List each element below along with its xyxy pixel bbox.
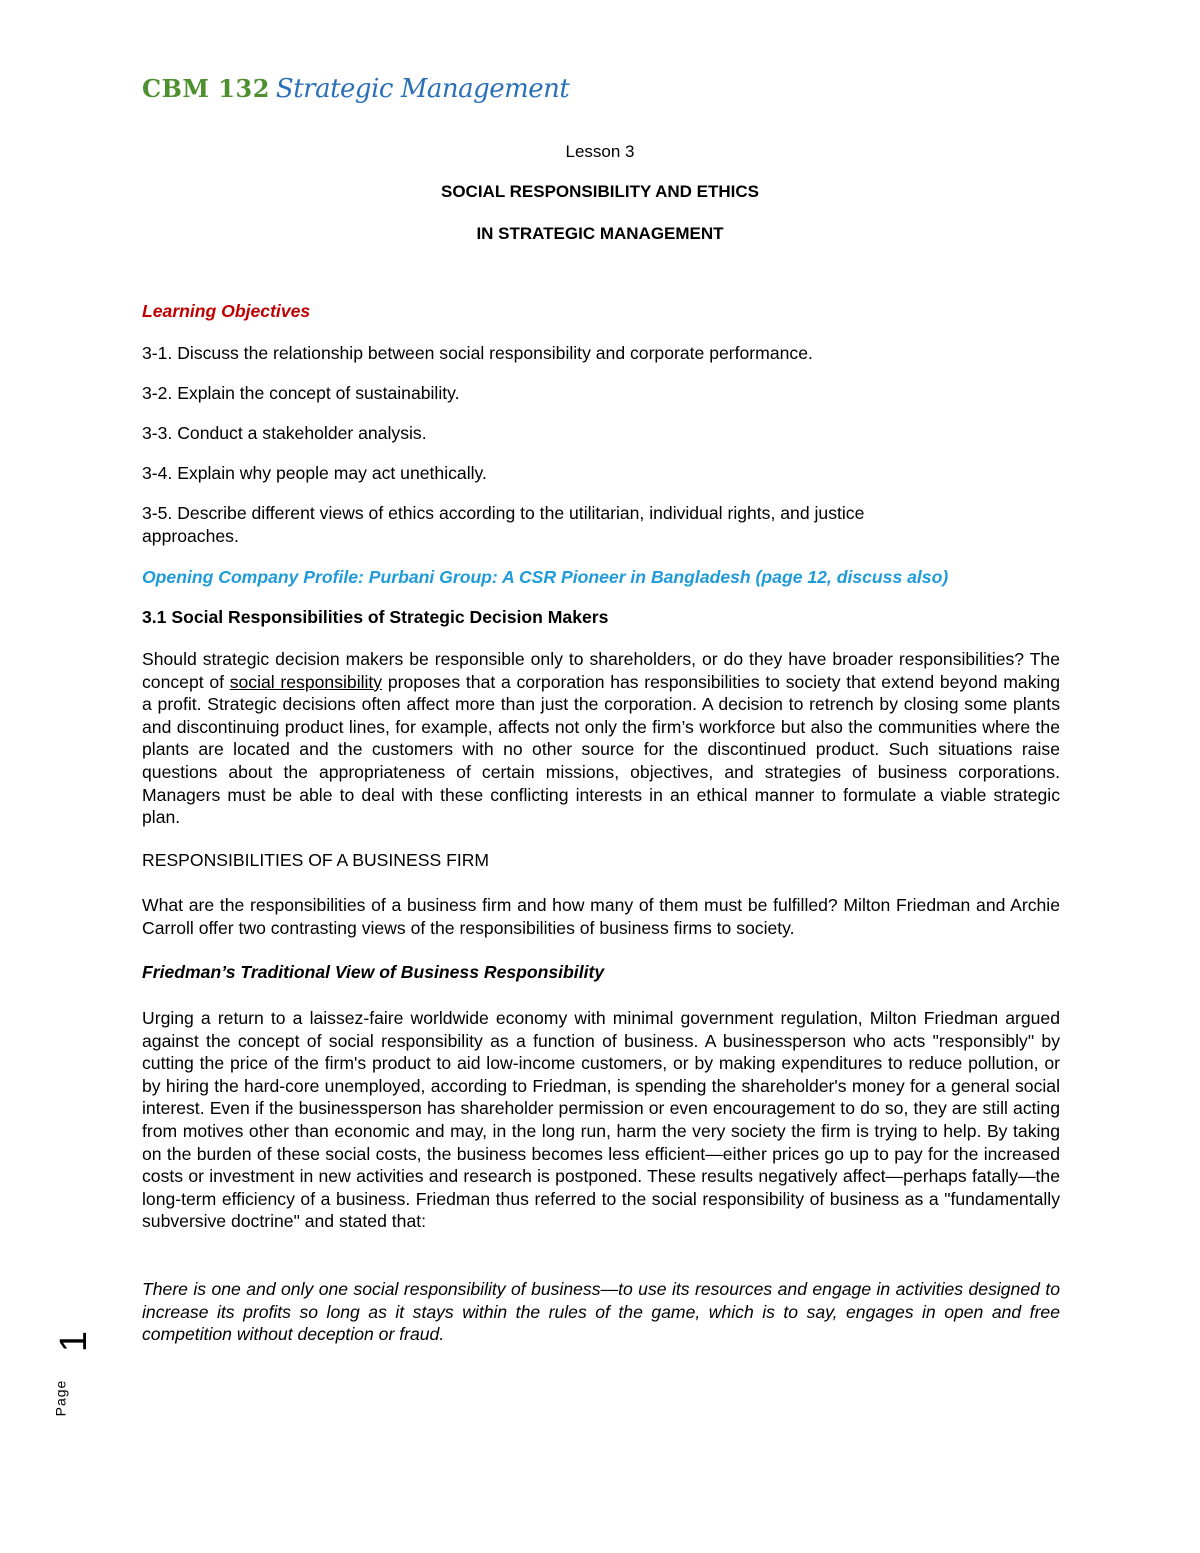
section-heading: 3.1 Social Responsibilities of Strategic Decision Makers (142, 607, 609, 627)
para1-text: Should strategic decision makers be responsible only to shareholders, or do they have broader responsibilities? The concept of (142, 649, 1060, 692)
paragraph-social-responsibility (142, 648, 1060, 829)
friedman-heading: Friedman’s Traditional View of Business Responsibility (142, 962, 605, 982)
course-title: Strategic Management (275, 74, 570, 104)
page-number: 1 (53, 1330, 96, 1353)
social-responsibility-term: social responsibility (229, 671, 383, 692)
objective-item: 3-1. Discuss the relationship between social responsibility and corporate performance. (142, 343, 813, 363)
paragraph-responsibilities: What are the responsibilities of a business firm and how many of them must be fulfilled? Milton Friedman and Archie Carroll offer two contrasting views of the responsibilities of business firms to society. (142, 895, 1060, 938)
para1-text: proposes that a corporation has responsibilities to society that extend beyond making a profit. Strategic decisions often affect more than just the corporation. A decision to retrench by closing some plants and discontinuing product lines, for example, affects not only the firm’s workforce but also the communities where the plants are located and the customers with no other source for the discontinued product. Such situations raise questions about the appropriateness of certain missions, objectives, and strategies of business corporations. Managers must be able to deal with these conflicting interests in an ethical manner to formulate a viable strategic plan. (142, 671, 1060, 828)
course-code: CBM 132 (142, 74, 270, 103)
lesson-number: Lesson 3 (565, 142, 635, 161)
lesson-title-line-1: SOCIAL RESPONSIBILITY AND ETHICS (440, 182, 759, 201)
objective-item: 3-5. Describe different views of ethics according to the utilitarian, individual rights, and justice approaches. (142, 503, 865, 546)
lesson-title-line-2: IN STRATEGIC MANAGEMENT (476, 224, 724, 243)
paragraph-friedman: Urging a return to a laissez-faire worldwide economy with minimal government regulation, Milton Friedman argued against the concept of social responsibility as a function of business. A businessperson who acts "responsibly" by cutting the price of the firm's product to aid low-income customers, or by making expenditures to reduce pollution, or by hiring the hard-core unemployed, according to Friedman, is spending the shareholder's money for a general social interest. Even if the businessperson has shareholder permission or even encouragement to do so, they are still acting from motives other than economic and may, in the long run, harm the very society the firm is trying to help. By taking on the burden of these social costs, the business becomes less efficient—either prices go up to pay for the increased costs or investment in new activities and research is postponed. These results negatively affect—perhaps fatally—the long-term efficiency of a business. Friedman thus referred to the social responsibility of business as a "fundamentally subversive doctrine" and stated that: (142, 1008, 1060, 1232)
page-word: Page (52, 1379, 69, 1417)
responsibilities-heading: RESPONSIBILITIES OF A BUSINESS FIRM (142, 850, 490, 870)
learning-objectives-heading: Learning Objectives (142, 301, 311, 321)
opening-company-profile: Opening Company Profile: Purbani Group: A CSR Pioneer in Bangladesh (page 12, discuss also) (142, 567, 949, 587)
objective-item: 3-4. Explain why people may act unethically. (142, 463, 487, 483)
friedman-quote: There is one and only one social responsibility of business—to use its resources and engage in activities designed to increase its profits so long as it stays within the rules of the game, which is to say, engages in open and free competition without deception or fraud. (142, 1279, 1060, 1345)
objective-item: 3-3. Conduct a stakeholder analysis. (142, 423, 427, 443)
objective-item: 3-2. Explain the concept of sustainability. (142, 383, 460, 403)
page-number-label (52, 1330, 108, 1440)
course-header (142, 74, 569, 104)
